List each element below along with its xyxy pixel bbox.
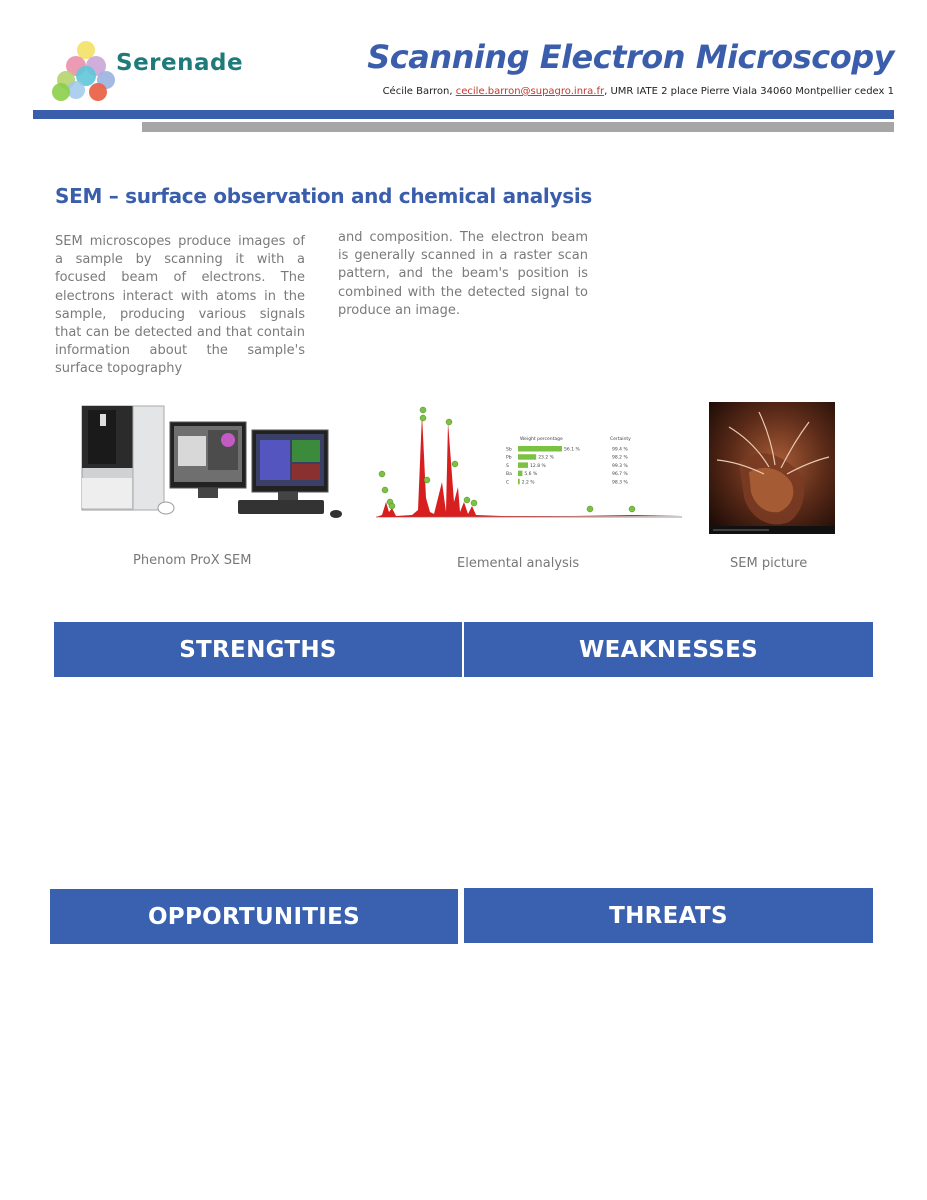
sem-caption: Phenom ProX SEM bbox=[133, 553, 252, 568]
table-header-weight: Weight percentage bbox=[520, 437, 563, 442]
element-symbol: Pb bbox=[506, 455, 512, 461]
element-weight-label: 23.2 % bbox=[538, 455, 554, 461]
element-weight-bar bbox=[518, 479, 520, 485]
analysis-caption: Elemental analysis bbox=[457, 556, 580, 571]
element-symbol: C bbox=[506, 480, 510, 486]
element-weight-label: 5.6 % bbox=[524, 472, 538, 478]
sem-picture-image bbox=[709, 402, 835, 534]
element-weight-label: 56.1 % bbox=[564, 447, 580, 453]
element-symbol: Sb bbox=[506, 447, 512, 453]
opportunities-header: OPPORTUNITIES bbox=[50, 889, 458, 944]
threats-header: THREATS bbox=[464, 888, 873, 943]
element-weight-label: 2.2 % bbox=[521, 480, 535, 486]
element-certainty-label: 99.3 % bbox=[612, 463, 628, 469]
logo-text: Serenade bbox=[116, 50, 244, 76]
element-weight-bar bbox=[518, 462, 528, 468]
contact-line bbox=[383, 86, 894, 97]
header-rule-blue bbox=[33, 110, 894, 119]
element-weight-bar bbox=[518, 454, 536, 460]
element-weight-label: 12.8 % bbox=[530, 463, 546, 469]
section-title: SEM – surface observation and chemical analysis bbox=[55, 184, 592, 208]
element-certainty-label: 96.7 % bbox=[612, 472, 628, 478]
picture-caption: SEM picture bbox=[730, 556, 808, 571]
intro-paragraph-col1: SEM microscopes produce images of a sample by scanning it with a focused beam of electrons. The electrons interact with atoms in the sample, producing various signals that can be detected and that contain information about the sample's surface topography bbox=[55, 234, 305, 377]
intro-paragraph-col2: and composition. The electron beam is generally scanned in a raster scan pattern, and the beam's position is combined with the detected signal to produce an image. bbox=[338, 230, 588, 318]
element-weight-bar bbox=[518, 446, 562, 452]
page-title: Scanning Electron Microscopy bbox=[367, 38, 894, 76]
element-symbol: S bbox=[506, 463, 509, 469]
contact-email-link[interactable]: cecile.barron@supagro.inra.fr bbox=[455, 86, 605, 97]
contact-name: Cécile Barron, bbox=[382, 86, 453, 97]
contact-address: , UMR IATE 2 place Pierre Viala 34060 Montpellier cedex 1 bbox=[604, 86, 894, 97]
element-certainty-label: 98.3 % bbox=[612, 480, 628, 486]
weaknesses-header: WEAKNESSES bbox=[464, 622, 873, 677]
table-header-certainty: Certainty bbox=[610, 437, 631, 442]
element-symbol: Ba bbox=[506, 472, 512, 478]
element-certainty-label: 99.4 % bbox=[612, 447, 628, 453]
strengths-header: STRENGTHS bbox=[54, 622, 462, 677]
header-rule-gray bbox=[142, 122, 894, 132]
sem-instrument-image bbox=[78, 400, 348, 525]
element-certainty-label: 98.2 % bbox=[612, 455, 628, 461]
elemental-analysis-image bbox=[372, 402, 684, 527]
element-weight-bar bbox=[518, 471, 522, 477]
